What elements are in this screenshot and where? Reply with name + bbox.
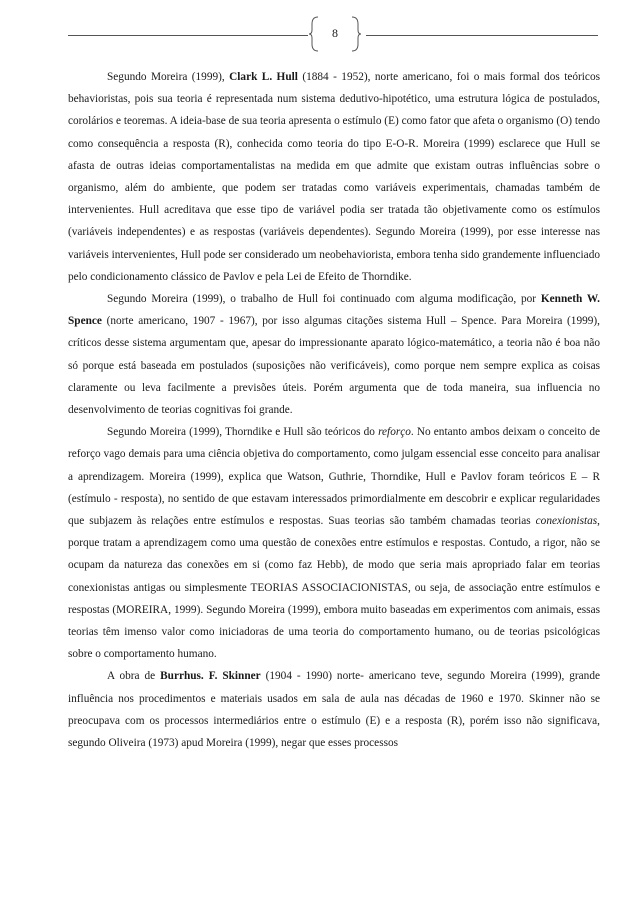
term-conexionistas: conexionistas bbox=[535, 515, 598, 528]
term-reforco: reforço bbox=[378, 426, 411, 439]
page-header bbox=[0, 14, 638, 54]
name-clark-hull: Clark L. Hull bbox=[229, 71, 298, 83]
page-number: 8 bbox=[332, 26, 338, 40]
body-text bbox=[68, 66, 600, 754]
name-kenneth-spence: Kenneth W. Spence bbox=[68, 293, 600, 328]
paragraph-reinforcement: Segundo Moreira (1999), Thorndike e Hull são teóricos do reforço. No entanto ambos deixam o conceito de reforço vago demais para uma ciência objetiva do comportamento, como julgam essencial esse conceito para analisar a aprendizagem. Moreira (1999), explica que Watson, Guthrie, Thorndike, Hull e Pavlov foram teóricos E – R (estímulo - resposta), no sentido de que estavam interessados primordialmente em descobrir e explicar regularidades que subjazem às relações entre estímulos e respostas. Suas teorias são também chamadas teorias conexionistas, porque tratam a aprendizagem como uma questão de conexões entre estímulos e respostas. Contudo, a rigor, não se ocupam da natureza das conexões em si (como faz Hebb), de modo que seria mais apropriado falar em teorias conexionistas antigas ou simplesmente TEORIAS ASSOCIACIONISTAS, ou seja, de associação entre estímulos e respostas (MOREIRA, 1999). Segundo Moreira (1999), embora muito baseadas em experimentos com animais, essas teorias têm imenso valor como iniciadoras de uma teoria do comportamento humano, ou de teorias psicológicas sobre o comportamento humano. bbox=[68, 426, 600, 661]
name-skinner: Burrhus. F. Skinner bbox=[160, 670, 261, 683]
paragraph-hull: Segundo Moreira (1999), Clark L. Hull (1884 - 1952), norte americano, foi o mais formal dos teóricos behavioristas, pois sua teoria é representada num sistema dedutivo-hipotético, uma estrutura lógica de postulados, corolários e teoremas. A ideia-base de sua teoria apresenta o estímulo (E) como fator que afeta o organismo (O) tendo como consequência a resposta (R), conhecida como teoria do tipo E-O-R. Moreira (1999) esclarece que Hull se afasta de outras ideias comportamentalistas na medida em que admite que existam outras influências sobre o organismo, além do ambiente, que podem ser tratadas como variáveis experimentais, chamadas também de intervenientes. Hull acreditava que esse tipo de variável podia ser tratada tão objetivamente como os estímulos (variáveis independentes) e as respostas (variáveis dependentes). Segundo Moreira (1999), por esse interesse nas variáveis intervenientes, Hull pode ser considerado um neobehaviorista, embora tenha sido grandemente influenciado pelo condicionamento clássico de Pavlov e pela Lei de Efeito de Thorndike. bbox=[68, 71, 600, 283]
right-brace-ornament bbox=[351, 16, 361, 52]
paragraph-spence: Segundo Moreira (1999), o trabalho de Hull foi continuado com alguma modificação, por Kenneth W. Spence (norte americano, 1907 - 1967), por isso algumas citações sistema Hull – Spence. Para Moreira (1999), críticos desse sistema argumentam que, apesar do impressionante aparato lógico-matemático, a teoria não é boa não só porque está baseada em postulados (suposições não verificáveis), como porque nem sempre explica as coisas claramente ou leva facilmente a previsões úteis. Porém argumenta que de toda maneira, sua influencia no desenvolvimento de teorias cognitivas foi grande. bbox=[68, 293, 600, 417]
paragraph-skinner: A obra de Burrhus. F. Skinner (1904 - 1990) norte- americano teve, segundo Moreira (1999), grande influência nos procedimentos e materiais usados em sala de aula nas décadas de 1960 e 1970. Skinner não se preocupava com os processos intermediários entre o estímulo (E) e a resposta (R), porém isso não significava, segundo Oliveira (1973) apud Moreira (1999), negar que esses processos bbox=[68, 670, 600, 750]
header-rule-left bbox=[68, 35, 308, 36]
left-brace-ornament bbox=[309, 16, 319, 52]
header-rule-right bbox=[366, 35, 598, 36]
